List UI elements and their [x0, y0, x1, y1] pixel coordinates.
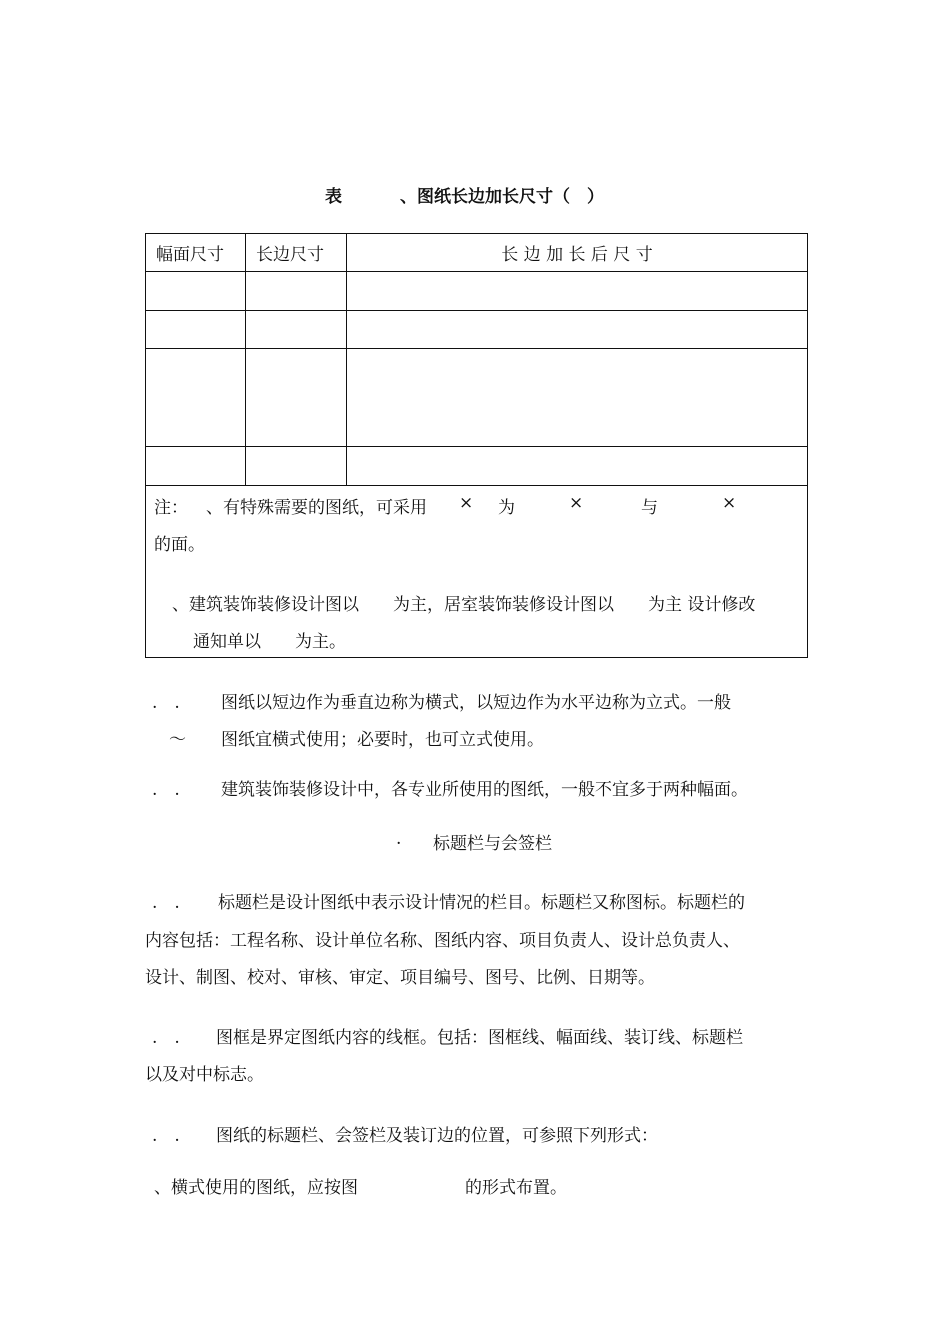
table-row: [146, 272, 808, 311]
table-cell: [146, 272, 246, 311]
para-4-line-2: 以及对中标志。: [145, 1065, 264, 1085]
header-long-side: 长边尺寸: [246, 234, 347, 272]
para-1-line-2: 图纸宜横式使用；必要时，也可立式使用。: [221, 730, 544, 750]
para-2-marker: . .: [152, 780, 180, 800]
note-times-2: ×: [569, 493, 584, 513]
note-line-2: 的面。: [154, 535, 205, 555]
para-3-line-2: 内容包括：工程名称、设计单位名称、图纸内容、项目负责人、设计总负责人、: [145, 931, 740, 951]
section-title: 标题栏与会签栏: [433, 834, 552, 854]
para-6-prefix: 、横式使用的图纸，应按图: [154, 1178, 358, 1198]
table-cell: [246, 272, 347, 311]
note-line-4: 通知单以 为主。: [193, 632, 346, 652]
table-cell: [246, 311, 347, 349]
table-cell: [146, 349, 246, 447]
table-row: [146, 349, 808, 447]
para-3-line-3: 设计、制图、校对、审核、审定、项目编号、图号、比例、日期等。: [145, 968, 655, 988]
note-label: 注：: [154, 498, 188, 518]
note-times-3: ×: [722, 493, 737, 513]
section-marker: .: [396, 829, 402, 849]
table-cell: [347, 272, 808, 311]
table-cell: [146, 311, 246, 349]
note-line-3: 、建筑装饰装修设计图以 为主，居室装饰装修设计图以 为主 设计修改: [172, 595, 756, 615]
table-cell: [347, 447, 808, 486]
paper-size-table: [145, 233, 808, 658]
para-6-suffix: 的形式布置。: [465, 1178, 567, 1198]
header-extended-size: 长 边 加 长 后 尺 寸: [347, 234, 808, 272]
table-header-row: [146, 234, 808, 272]
table-cell: [347, 349, 808, 447]
header-format-size: 幅面尺寸: [146, 234, 246, 272]
table-cell: [246, 447, 347, 486]
note-times-1: ×: [459, 493, 474, 513]
note-wei: 为: [498, 498, 515, 518]
para-1-tilde: ～: [169, 730, 186, 750]
table-title: 、图纸长边加长尺寸（ ）: [400, 187, 604, 207]
table-cell: [246, 349, 347, 447]
para-1-line-1: 图纸以短边作为垂直边称为横式，以短边作为水平边称为立式。一般: [221, 693, 731, 713]
table-cell: [347, 311, 808, 349]
table-row: [146, 311, 808, 349]
para-3-line-1: 标题栏是设计图纸中表示设计情况的栏目。标题栏又称图标。标题栏的: [218, 893, 745, 913]
para-2-line-1: 建筑装饰装修设计中，各专业所使用的图纸，一般不宜多于两种幅面。: [221, 780, 748, 800]
table-note: [146, 486, 808, 658]
para-5-line-1: 图纸的标题栏、会签栏及装订边的位置，可参照下列形式：: [216, 1126, 658, 1146]
para-4-marker: . .: [152, 1028, 180, 1048]
table-cell: [146, 447, 246, 486]
table-note-row: [146, 486, 808, 658]
note-line-1: 、有特殊需要的图纸，可采用: [206, 498, 427, 518]
note-yu: 与: [641, 498, 658, 518]
table-title-prefix: 表: [325, 187, 342, 207]
para-4-line-1: 图框是界定图纸内容的线框。包括：图框线、幅面线、装订线、标题栏: [216, 1028, 743, 1048]
para-5-marker: . .: [152, 1126, 180, 1146]
table-row: [146, 447, 808, 486]
para-1-marker: . .: [152, 693, 180, 713]
para-3-marker: . .: [152, 893, 180, 913]
